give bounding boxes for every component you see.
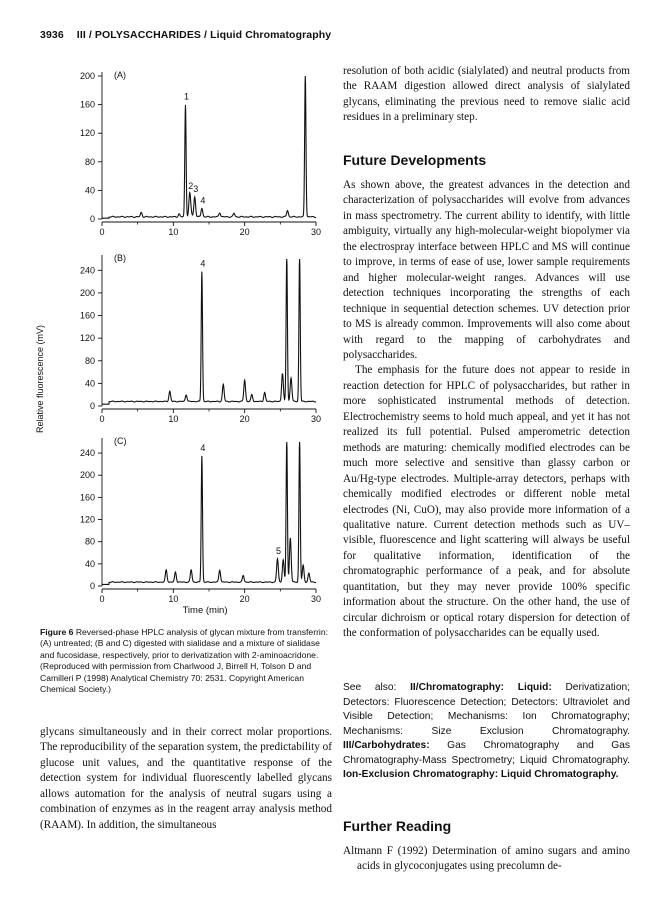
y-tick-label: 80 [84,156,95,167]
x-tick-label: 20 [239,594,250,604]
y-tick-label: 200 [79,470,95,481]
reference-item: Altmann F (1992) Determination of amino sugars and amino acids in glycoconjugates using precolumn de- [343,845,630,873]
y-tick-label: 120 [79,514,95,525]
see-also-text: Gas Chromatography and Gas Chromatography-Mass Spectrometry; Liquid Chromatography. [343,740,630,766]
peak-label: 4 [200,258,206,269]
x-tick-label: 0 [99,594,105,604]
paragraph: glycans simultaneously and in their correct molar proportions. The reproducibility of the separation system, the predictability of glucose unit values, and the quantitative response of the detection system for individual fluorescently labelled glycans allows automation for the analysis of neutral sugars using a combination of enzymes as in the reagent array analysis method (RAAM). In addition, the simultaneous [40,726,332,831]
peak-label: 3 [193,183,199,194]
y-tick-label: 120 [79,333,95,344]
see-also-link[interactable]: II/Chromatography: Liquid: [410,682,552,693]
running-title: III / POLYSACCHARIDES / Liquid Chromatography [76,29,332,41]
x-axis-label: Time (min) [182,605,228,616]
caption-label: Figure 6 [40,627,74,637]
caption-text: Reversed-phase HPLC analysis of glycan mixture from transferrin: (A) untreated; (B and C) digested with sialidase and a mixture of sialidase and fucosidase, respectively, prior to derivatization with 2-aminoacridone. (Reproduced with permission from Charlwood J, Birrell H, Tolson D and Camilleri P (1998) Analytical Chemistry 70: 2531. Copyright American Chemical Society.) [40,627,329,695]
y-tick-label: 240 [79,265,95,276]
y-tick-label: 40 [84,185,95,196]
section-heading-future: Future Developments [343,152,487,168]
peak-label: 4 [200,195,206,206]
x-tick-label: 0 [99,414,105,424]
see-also-link[interactable]: Ion-Exclusion Chromatography: Liquid Chromatography. [343,769,619,780]
running-header [40,29,341,41]
chart-panel [80,436,321,604]
see-also-block [343,681,630,783]
x-tick-label: 20 [239,414,250,424]
y-tick-label: 80 [84,355,95,366]
y-tick-label: 200 [79,287,95,298]
y-tick-label: 200 [79,71,95,81]
right-column-text-top [343,64,630,126]
peak-label: 2 [188,180,194,191]
section-heading-further-reading: Further Reading [343,818,452,834]
peak-label: 1 [183,91,189,102]
y-tick-label: 40 [84,558,95,569]
panel-label: (B) [114,253,126,263]
chart-panels [80,70,321,604]
paragraph: As shown above, the greatest advances in the detection and characterization of polysaccharides will evolve from advances in mass spectrometry. The current ability to identify, with little ambiguity, virtually any high-molecular-weight biopolymer via the electrospray interface between HPLC and MS will continue to improve, in terms of ease of use, lower sample requirements and higher molecular-weight ranges. Advances will use detection techniques incorporating the strengths of each technique in sequential detection schemes. UV detection prior to MS is already common. Improvements will also come about with regard to the mapping of carbohydrates and polysaccharides. [343,179,630,361]
x-tick-label: 10 [168,414,179,424]
chromatogram-trace [102,259,316,404]
chromatogram-trace [102,76,316,218]
y-tick-label: 0 [89,581,95,591]
peak-label: 5 [275,545,281,556]
x-tick-label: 30 [310,594,322,604]
paragraph: resolution of both acidic (sialylated) and neutral products from the RAAM digestion allowed direct analysis of sialylated glycans, eliminating the previous need to remove sialic acid residues in a preliminary step. [343,65,630,124]
y-tick-label: 120 [79,128,95,139]
y-tick-label: 160 [79,492,95,503]
chromatogram-trace [102,442,316,584]
y-tick-label: 40 [84,378,95,389]
x-tick-label: 10 [168,227,179,237]
y-tick-label: 160 [79,99,95,110]
y-tick-label: 0 [89,214,95,224]
chart-panel [80,70,321,237]
y-tick-label: 240 [79,448,95,459]
y-tick-label: 160 [79,310,95,321]
y-tick-label: 0 [89,401,95,411]
chromatogram-figure [32,54,332,624]
panel-label: (C) [114,436,127,446]
y-tick-label: 80 [84,536,95,547]
x-tick-label: 30 [310,414,322,424]
panel-label: (A) [114,70,126,80]
x-tick-label: 0 [99,227,105,237]
paragraph: The emphasis for the future does not appear to reside in reaction detection for HPLC of polysaccharides, but rather in more sophisticated instrumental methods of detection. Electrochemistry seems to hold much appeal, and yet it has not realized its full potential. Pulsed amperometric detection methods are maturing: chemically modified electrodes can be much more selective and sensitive than glassy carbon or Au/Hg-type electrodes. Multiple-array detectors, perhaps with chemically modified electrodes or different noble metal electrodes (Ni, CuO), may also provide more information of a qualitative nature. Current detection methods such as UV–visible, fluorescence and light scattering will always be useful for qualitative information, identification of the chromatographic performance of a peak, and for absolute quantitation, but they may never provide 100% specific information about the structure. On the other hand, the use of circular dichroism or optical rotary dispersion for detection of the conformation of polysaccharides can be equally used. [343,364,630,640]
see-also-text: Derivatization; Detectors: Fluorescence Detection; Detectors: Ultraviolet and Visible Detection; Mechanisms: Ion Chromatography; Mechanisms: Size Exclusion Chromatography. [343,682,630,737]
see-also-intro: See also: [343,682,411,693]
left-column-text [40,725,332,833]
x-tick-label: 30 [310,227,322,237]
page-number: 3936 [40,29,64,41]
x-tick-label: 20 [239,227,250,237]
chart-panel [80,253,321,424]
figure-caption [40,627,332,695]
further-reading-list [343,844,630,875]
future-section-text [343,178,630,642]
y-axis-label: Relative fluorescence (mV) [35,324,45,434]
peak-label: 4 [200,442,206,453]
see-also-link[interactable]: III/Carbohydrates: [343,740,430,751]
x-tick-label: 10 [168,594,179,604]
